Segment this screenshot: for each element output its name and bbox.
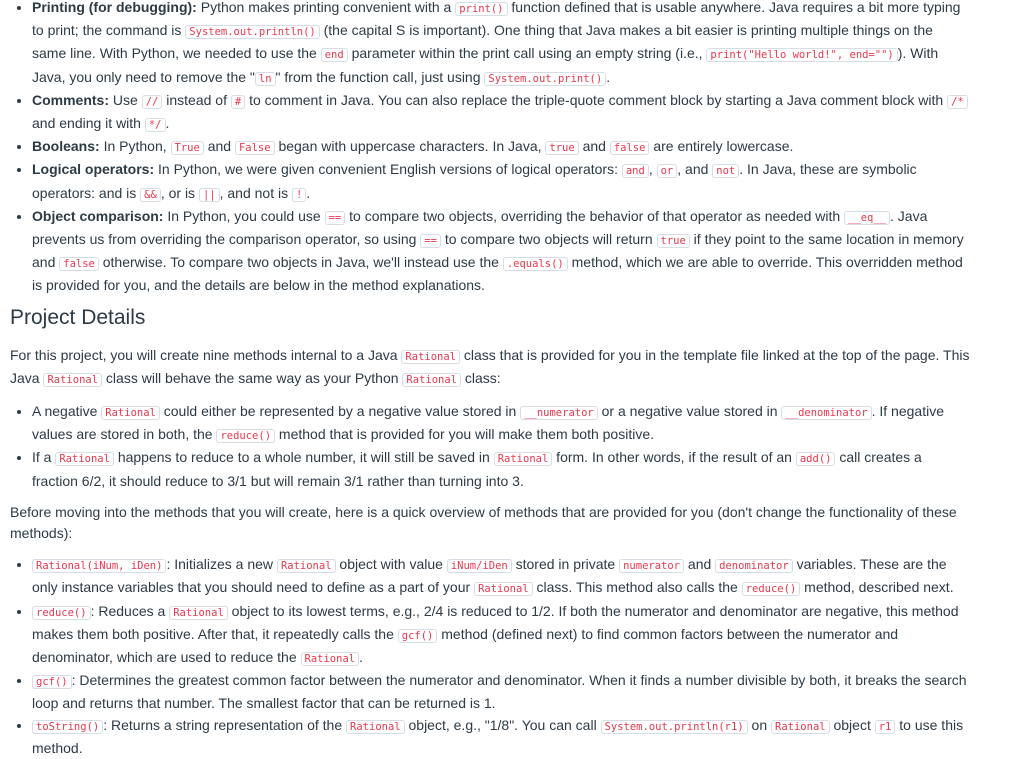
code: or	[657, 164, 678, 178]
code: true	[657, 234, 690, 248]
code: toString()	[32, 720, 103, 734]
code: !	[292, 188, 306, 202]
text: : Reduces a	[90, 602, 170, 619]
code: and	[622, 164, 649, 178]
text: .	[606, 68, 611, 85]
code: System.out.println()	[185, 25, 319, 39]
code: //	[142, 95, 163, 109]
text: In Python, you could use	[163, 207, 325, 224]
text: began with uppercase characters. In Java,	[274, 138, 546, 155]
text: " from the function call, just using	[275, 68, 485, 85]
text: , and	[677, 161, 713, 178]
code: r1	[875, 720, 896, 734]
text: object with value	[335, 556, 447, 573]
code: Rational	[771, 720, 830, 734]
text: ,	[648, 161, 657, 178]
code: */	[145, 118, 166, 132]
text: method (defined next) to find common factors between the numerator and denominator, which are used to reduce the	[32, 625, 899, 666]
section-heading: Project Details	[10, 305, 146, 329]
text: to compare two objects will return	[440, 231, 657, 248]
text: .	[306, 184, 311, 201]
code: Rational	[277, 559, 336, 573]
code: /*	[947, 95, 968, 109]
text: function defined that is usable anywhere. Java requires a bit more typing to print; the command is	[32, 0, 961, 39]
code: false	[610, 141, 650, 155]
code: Rational	[474, 582, 533, 596]
code: true	[545, 141, 578, 155]
text: . In Java, these are symbolic operators: and is	[32, 161, 917, 201]
code: not	[712, 164, 739, 178]
text: if they point to the same location in memory and	[32, 231, 964, 271]
item-title: Object comparison:	[32, 207, 164, 224]
text: form. In other words, if the result of an	[552, 449, 796, 466]
code: .equals()	[503, 257, 568, 271]
code: Rational	[169, 606, 228, 620]
code: print("Hello world!", end="")	[706, 48, 897, 62]
text: variables. These are the only instance variables that you should need to define as a part of your	[32, 556, 947, 596]
code: True	[171, 141, 204, 155]
code: ==	[420, 234, 441, 248]
text: , or is	[160, 184, 199, 201]
text: Python makes printing convenient with a	[196, 0, 456, 15]
text: object to its lowest terms, e.g., 2/4 is reduced to 1/2. If both the numerator and denominator are negative, this method makes them both positive. After that, it repeatedly calls the	[32, 602, 959, 642]
code: end	[321, 48, 348, 62]
item-title: Booleans:	[32, 138, 100, 155]
code: __numerator	[520, 406, 598, 420]
text: If a	[32, 449, 56, 466]
list-item	[32, 601, 970, 671]
java-differences-list	[10, 0, 970, 297]
text: In Python,	[99, 138, 171, 155]
list-item	[32, 715, 970, 759]
code: __denominator	[781, 406, 871, 420]
text: and ending it with	[32, 115, 145, 132]
code: numerator	[619, 559, 684, 573]
code: Rational	[43, 373, 102, 387]
text: call creates a fraction 6/2, it should reduce to 3/1 but will remain 3/1 rather than turning into 3.	[32, 449, 922, 489]
text: : Returns a string representation of the	[103, 716, 347, 733]
list-item	[32, 90, 970, 136]
text: and	[203, 138, 235, 155]
text: . Java prevents us from overriding the comparison operator, so using	[32, 207, 928, 248]
code: #	[231, 95, 245, 109]
list-item	[32, 136, 970, 159]
code: reduce()	[32, 606, 91, 620]
text: to compare two objects, overriding the behavior of that operator as needed with	[345, 207, 845, 224]
code: Rational	[301, 652, 360, 666]
rational-rules-list	[10, 401, 970, 492]
text: ). With Java, you only need to remove the "	[32, 45, 939, 85]
text: In Python, we were given convenient English versions of logical operators:	[154, 161, 622, 178]
text: , and not is	[219, 184, 292, 201]
code: gcf()	[32, 675, 72, 689]
text: : Initializes a new	[166, 556, 277, 573]
item-title: Comments:	[32, 91, 110, 108]
text: could either be represented by a negative value stored in	[159, 403, 521, 420]
text: . If negative values are stored in both, the	[32, 403, 944, 443]
list-item	[32, 0, 970, 90]
text: method, which we are able to override. This overridden method is provided for you, and the details are below in the method explanations.	[32, 254, 963, 294]
text: object	[829, 716, 875, 733]
overview-paragraph: Before moving into the methods that you will create, here is a quick overview of methods that are provided for you (don't change the functionality of these methods):	[10, 503, 957, 542]
list-item	[32, 670, 970, 714]
intro-paragraph	[10, 345, 970, 391]
code: reduce()	[216, 429, 275, 443]
text: class. This method also calls the	[532, 579, 742, 596]
code: Rational	[401, 350, 460, 364]
text: (the capital S is important). One thing that Java makes a bit easier is printing multiple things on the same line. With Python, we needed to use the	[32, 22, 933, 62]
text: otherwise. To compare two objects in Java, we'll instead use the	[98, 254, 503, 271]
code: print()	[455, 2, 507, 16]
text: .	[359, 649, 363, 666]
document-page	[10, 0, 970, 759]
code: ln	[255, 72, 276, 86]
text: or a negative value stored in	[597, 403, 782, 420]
code: Rational	[101, 406, 160, 420]
code: System.out.print()	[484, 72, 606, 86]
code: __eq__	[844, 211, 890, 225]
text: A negative	[32, 403, 102, 420]
text: stored in private	[511, 556, 620, 573]
code: Rational	[55, 452, 114, 466]
code: reduce()	[742, 582, 801, 596]
text: object, e.g., "1/8". You can call	[404, 716, 601, 733]
list-item	[32, 554, 970, 600]
list-item	[32, 401, 970, 447]
text: and	[578, 138, 610, 155]
list-item	[32, 206, 970, 297]
item-title: Printing (for debugging):	[32, 0, 197, 15]
provided-methods-list	[10, 554, 970, 759]
text: : Determines the greatest common factor between the numerator and denominator. When it finds a number divisible by both, it breaks the search loop and returns that number. The smallest factor that can be returned is 1.	[32, 672, 967, 712]
list-item	[32, 159, 970, 205]
text: and	[684, 556, 716, 573]
text: to comment in Java. You can also replace the triple-quote comment block by starting a Java comment block with	[245, 91, 948, 108]
text: parameter within the print call using an empty string (i.e.,	[347, 45, 707, 62]
text: For this project, you will create nine methods internal to a Java	[10, 346, 402, 363]
code: ||	[199, 188, 220, 202]
code: False	[235, 141, 275, 155]
code: denominator	[715, 559, 793, 573]
text: are entirely lowercase.	[649, 138, 794, 155]
code: gcf()	[398, 629, 438, 643]
text: .	[165, 115, 170, 132]
text: Use	[109, 91, 142, 108]
code: Rational	[494, 452, 553, 466]
text: class:	[461, 369, 501, 386]
text: to use this method.	[32, 716, 964, 756]
text: on	[747, 716, 772, 733]
text: method that is provided for you will make them both positive.	[275, 426, 654, 443]
code: ==	[325, 211, 346, 225]
code: System.out.println(r1)	[601, 720, 748, 734]
item-title: Logical operators:	[32, 161, 155, 178]
code: iNum/iDen	[447, 559, 512, 573]
text: instead of	[162, 91, 231, 108]
text: method, described next.	[800, 579, 954, 596]
code: &&	[140, 188, 161, 202]
code: Rational	[346, 720, 405, 734]
code: Rational(iNum, iDen)	[32, 559, 166, 573]
code: add()	[796, 452, 836, 466]
code: Rational	[402, 373, 461, 387]
code: false	[59, 257, 99, 271]
text: class that is provided for you in the template file linked at the top of the page. This Java	[10, 346, 970, 386]
text: happens to reduce to a whole number, it will still be saved in	[113, 449, 494, 466]
text: class will behave the same way as your Python	[102, 369, 403, 386]
list-item	[32, 447, 970, 491]
